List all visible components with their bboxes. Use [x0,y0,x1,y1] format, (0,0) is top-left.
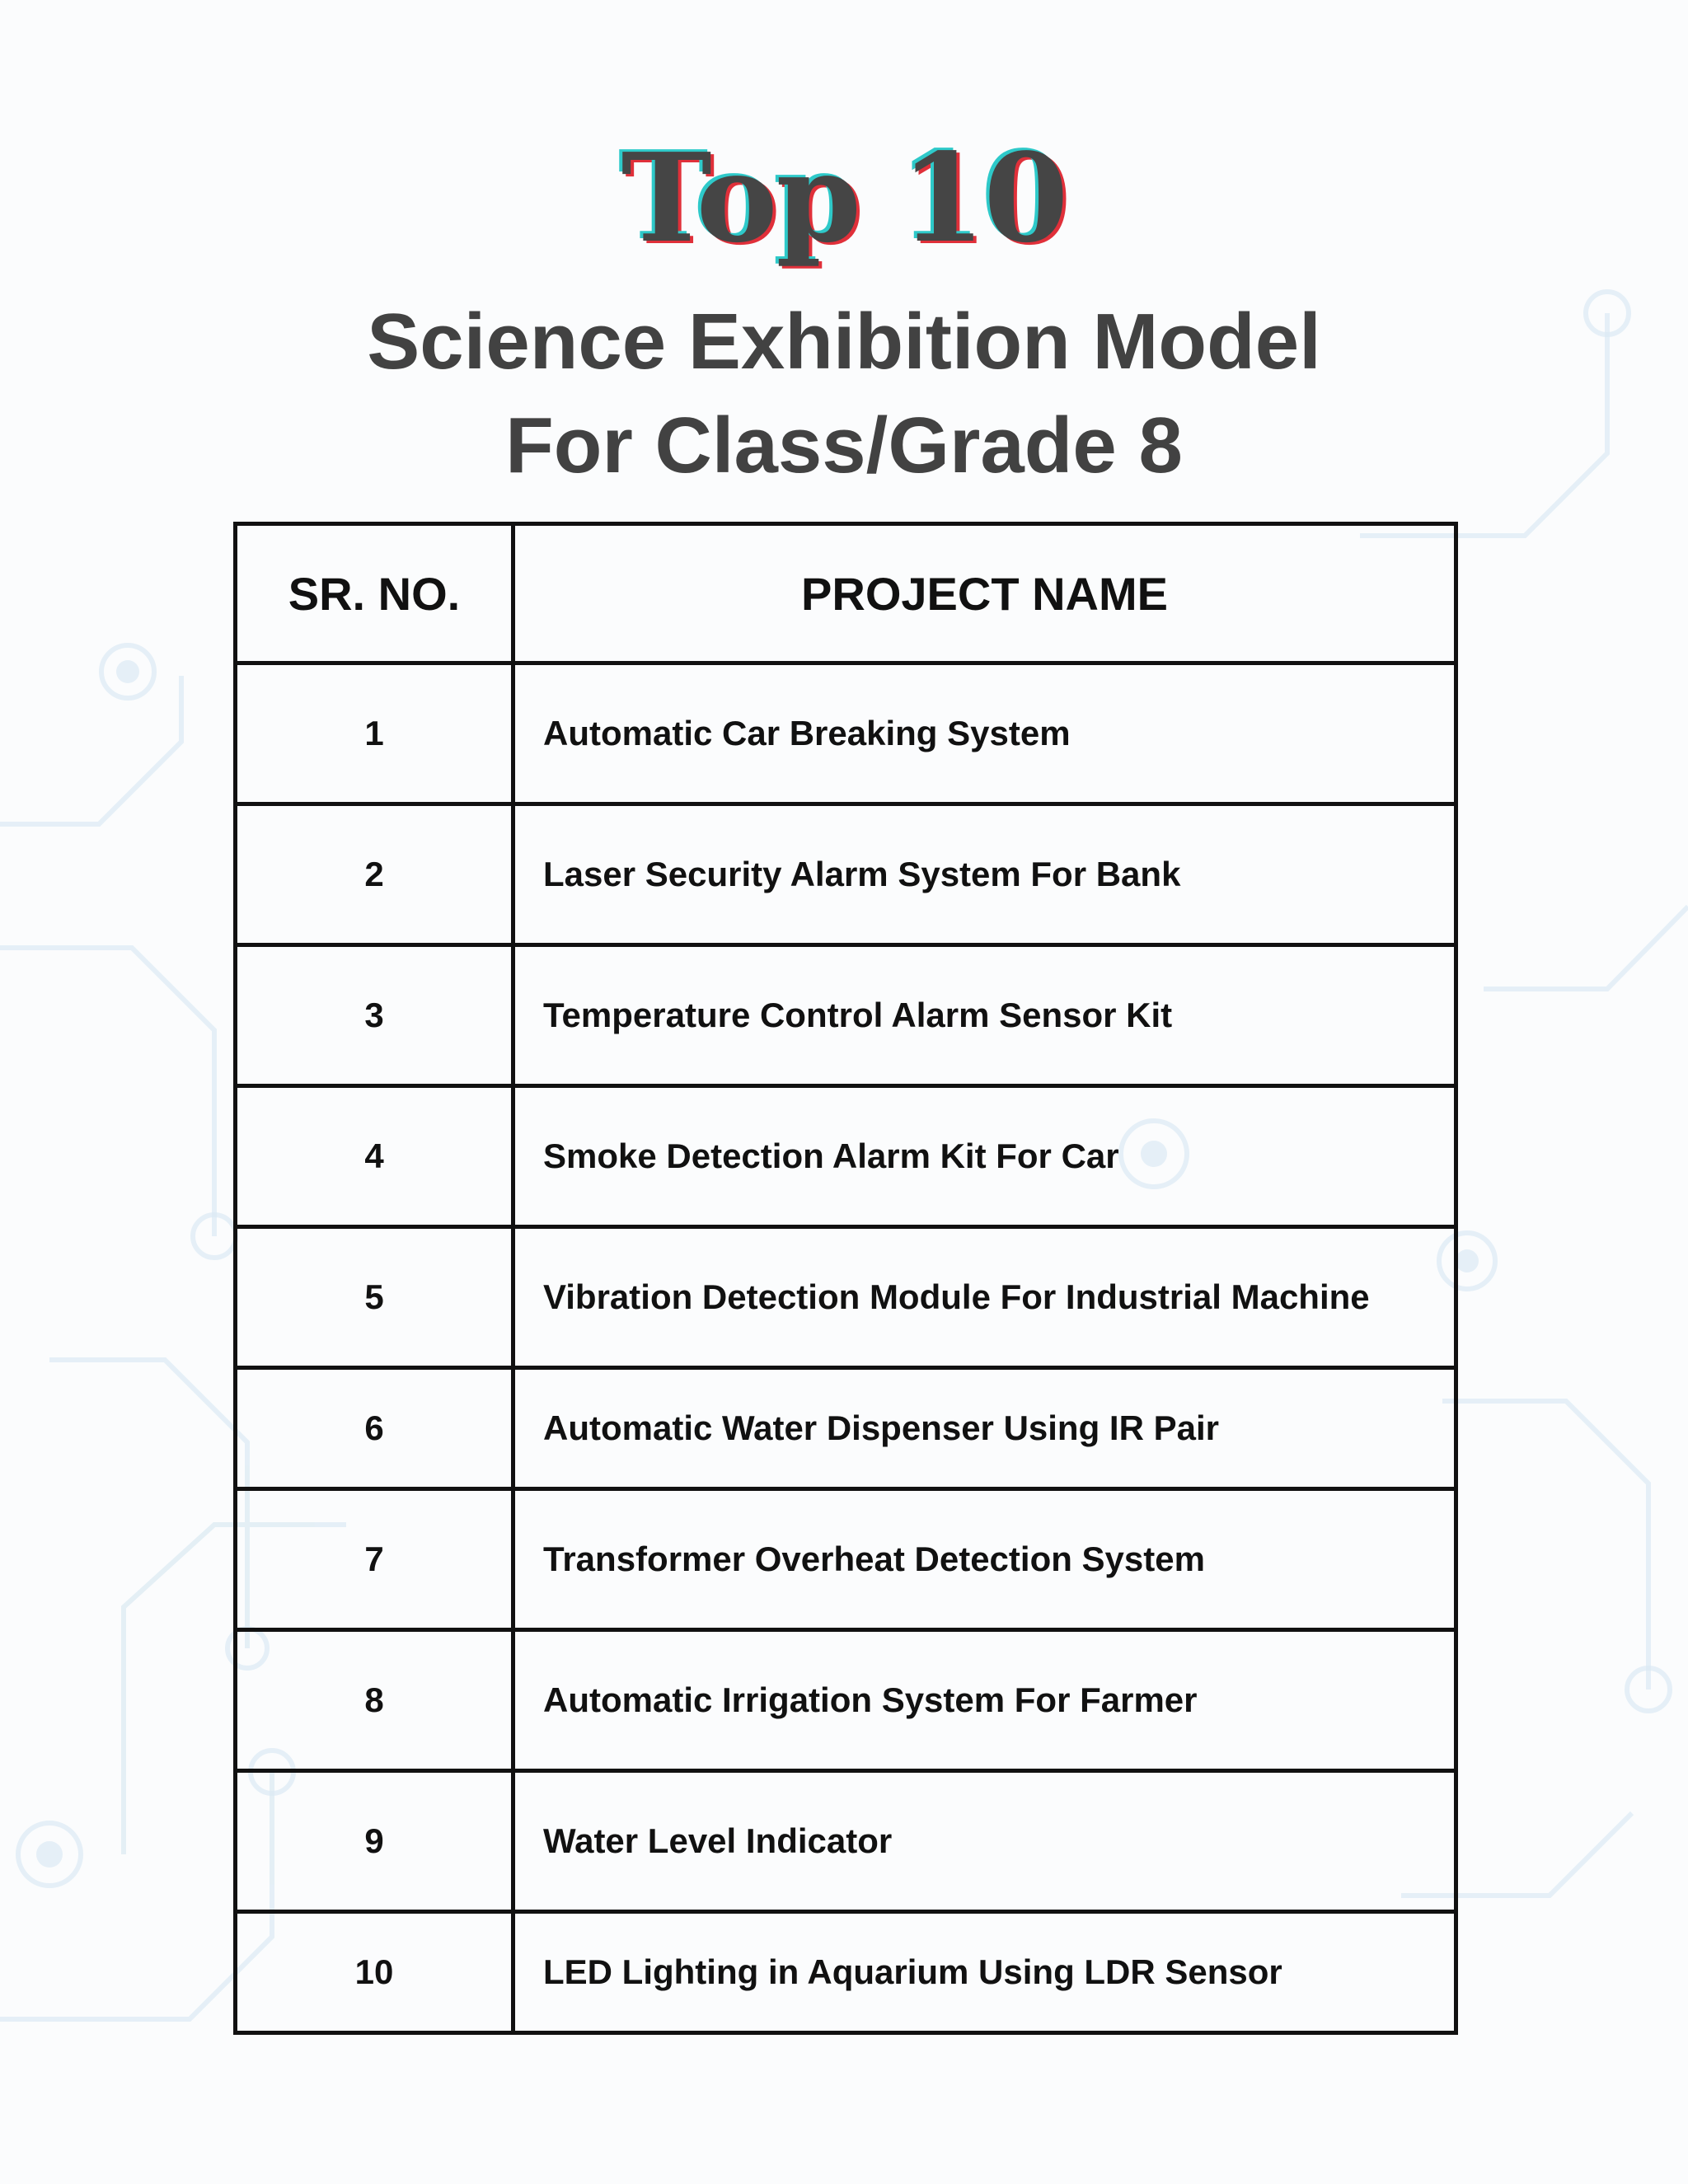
subtitle-line-1: Science Exhibition Model [367,298,1321,386]
table-row [236,1630,1456,1771]
projects-table [233,522,1458,2035]
header-project-name: PROJECT NAME [513,524,1456,663]
row-number: 3 [236,945,513,1086]
row-number: 8 [236,1630,513,1771]
row-number: 10 [236,1912,513,2033]
title-top-10: Top 10 [621,126,1067,269]
header-sr-no: SR. NO. [236,524,513,663]
table-row [236,1086,1456,1227]
table-row [236,804,1456,945]
project-name: Automatic Irrigation System For Farmer [513,1630,1456,1771]
table-row [236,1368,1456,1489]
row-number: 5 [236,1227,513,1368]
table-row [236,663,1456,804]
row-number: 6 [236,1368,513,1489]
project-name: Vibration Detection Module For Industrial Machine [513,1227,1456,1368]
row-number: 9 [236,1771,513,1912]
project-name: Temperature Control Alarm Sensor Kit [513,945,1456,1086]
project-name: Water Level Indicator [513,1771,1456,1912]
project-name: Transformer Overheat Detection System [513,1489,1456,1630]
page-subtitle [0,290,1688,498]
table-header-row [236,524,1456,663]
subtitle-line-2: For Class/Grade 8 [505,401,1183,490]
project-name: Automatic Car Breaking System [513,663,1456,804]
project-name: Smoke Detection Alarm Kit For Car [513,1086,1456,1227]
project-name: Laser Security Alarm System For Bank [513,804,1456,945]
table-row [236,945,1456,1086]
table-row [236,1227,1456,1368]
table-row [236,1912,1456,2033]
row-number: 1 [236,663,513,804]
table-row [236,1771,1456,1912]
project-name: LED Lighting in Aquarium Using LDR Sensor [513,1912,1456,2033]
projects-table-container [233,522,1454,2035]
table-row [236,1489,1456,1630]
row-number: 7 [236,1489,513,1630]
project-name: Automatic Water Dispenser Using IR Pair [513,1368,1456,1489]
row-number: 2 [236,804,513,945]
row-number: 4 [236,1086,513,1227]
